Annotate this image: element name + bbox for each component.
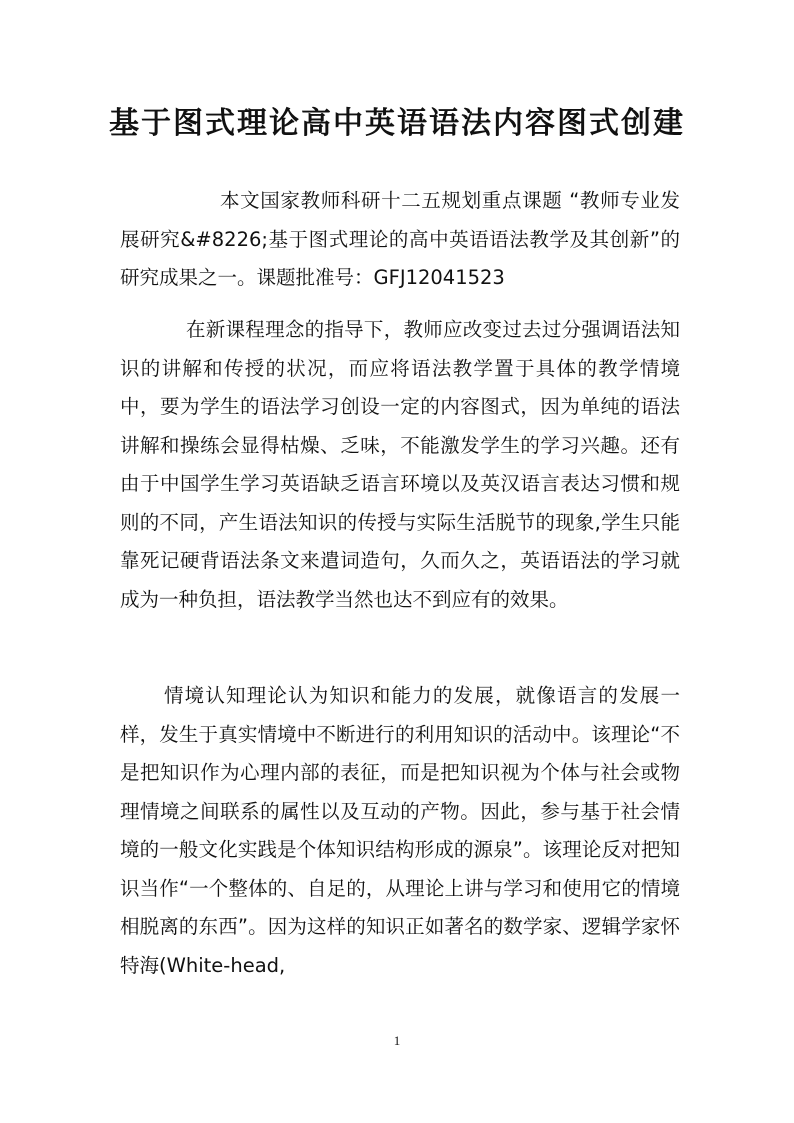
page-number: 1 [393, 1033, 401, 1048]
paragraph-situated-cognition: 情境认知理论认为知识和能力的发展，就像语言的发展一样，发生于真实情境中不断进行的利用知识的活动中。该理论“不是把知识作为心理内部的表征，而是把知识视为个体与社会或物理情境之间联系的属性以及互动的产物。因此，参与基于社会情境的一般文化实践是个体知识结构形成的源泉”。该理论反对把知识当作“一个整体的、自足的，从理论上讲与学习和使用它的情境相脱离的东西”。因为这样的知识正如著名的数学家、逻辑学家怀特海(White-head, [120, 684, 680, 977]
document-title: 基于图式理论高中英语语法内容图式创建 [109, 106, 685, 141]
paragraph-curriculum: 在新课程理念的指导下，教师应改变过去过分强调语法知识的讲解和传授的状况，而应将语法教学置于具体的教学情境中，要为学生的语法学习创设一定的内容图式，因为单纯的语法讲解和操练会显得枯燥、乏味，不能激发学生的学习兴趣。还有由于中国学生学习英语缺乏语言环境以及英汉语言表达习惯和规则的不同，产生语法知识的传授与实际生活脱节的现象,学生只能靠死记硬背语法条文来遣词造句，久而久之，英语语法的学习就成为一种负担，语法教学当然也达不到应有的效果。 [120, 318, 680, 611]
paragraph-project-note: 本文国家教师科研十二五规划重点课题 “教师专业发展研究&#8226;基于图式理论的高中英语语法教学及其创新”的研究成果之一。课题批准号：GFJ12041523 [120, 189, 680, 289]
